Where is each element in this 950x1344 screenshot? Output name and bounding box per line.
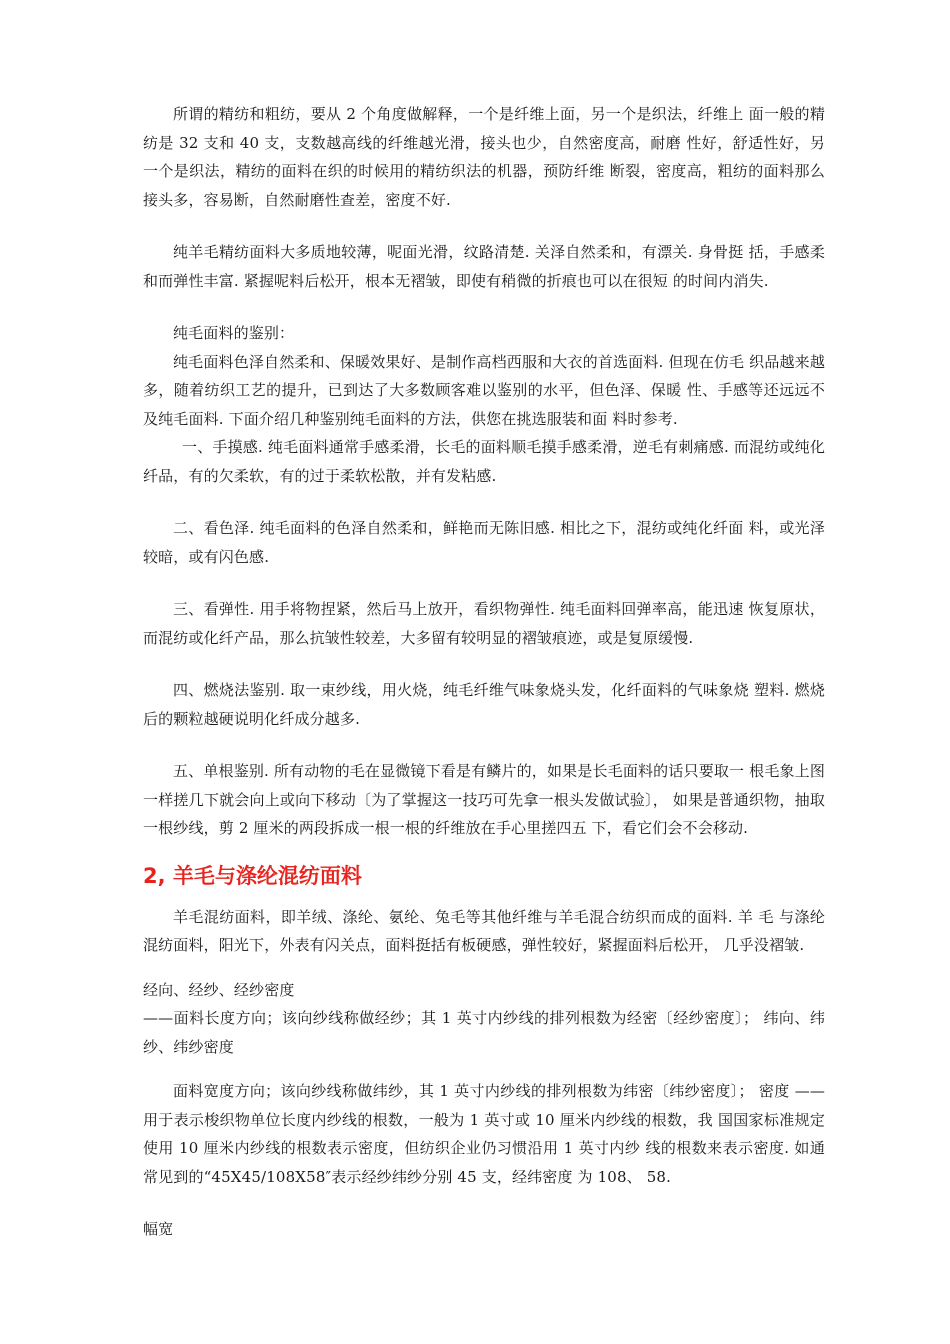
identification-title: 纯毛面料的鉴别：	[173, 324, 295, 342]
section-heading: 2, 羊毛与涤纶混纺面料	[143, 863, 362, 888]
worsted-paragraph: 纯羊毛精纺面料大多质地较薄，呢面光滑，纹路清楚. 关泽自然柔和，有漂关. 身骨挺 括，手感柔和而弹性丰富. 紧握呢料后松开，根本无褶皱，即使有稍微的折痕也可以在很短 的时间内消失.	[143, 243, 825, 290]
method-touch: 一、手摸感. 纯毛面料通常手感柔滑，长毛的面料顺毛摸手感柔滑，逆毛有刺痛感. 而混纺或纯化纤品，有的欠柔软，有的过于柔软松散，并有发粘感.	[143, 438, 825, 485]
document-page	[143, 100, 825, 1244]
warp-title: 经向、经纱、经纱密度	[143, 980, 295, 999]
method-elasticity: 三、看弹性. 用手将物捏紧，然后马上放开，看织物弹性. 纯毛面料回弹率高，能迅速 恢复原状，而混纺或化纤产品，那么抗皱性较差，大多留有较明显的褶皱痕迹，或是复原缓慢.	[143, 600, 825, 647]
method-color: 二、看色泽. 纯毛面料的色泽自然柔和，鲜艳而无陈旧感. 相比之下，混纺或纯化纤面 料，或光泽较暗，或有闪色感.	[143, 519, 825, 566]
identification-intro: 纯毛面料色泽自然柔和、保暖效果好、是制作高档西服和大衣的首选面料. 但现在仿毛 织品越来越多，随着纺织工艺的提升，已到达了大多数顾客难以鉴别的水平，但色泽、保暖 性、手感等还远远不及纯毛面料. 下面介绍几种鉴别纯毛面料的方法，供您在挑选服装和面 料时参考.	[143, 352, 825, 428]
blend-paragraph: 羊毛混纺面料，即羊绒、涤纶、氨纶、兔毛等其他纤维与羊毛混合纺织而成的面料. 羊 毛 与涤纶混纺面料，阳光下，外表有闪关点，面料挺括有板硬感，弹性较好，紧握面料后松开， 几乎没褶皱.	[143, 907, 825, 954]
width-title: 幅宽	[143, 1220, 174, 1238]
method-burning: 四、燃烧法鉴别. 取一束纱线，用火烧，纯毛纤维气味象烧头发，化纤面料的气味象烧 塑料. 燃烧后的颗粒越硬说明化纤成分越多.	[143, 681, 825, 728]
weft-paragraph: 面料宽度方向；该向纱线称做纬纱，其 1 英寸内纱线的排列根数为纬密〔纬纱密度〕； 密度 ——用于表示梭织物单位长度内纱线的根数，一般为 1 英寸或 10 厘米内纱线的根数，我 国国家标准规定使用 10 厘米内纱线的根数表示密度，但纺织企业仍习惯沿用 1 英寸内纱 线的根数来表示密度. 如通常见到的“45X45/108X58″表示经纱纬纱分别 45 支，经纬密度 为 108、 58.	[143, 1082, 825, 1186]
intro-paragraph: 所谓的精纺和粗纺，要从 2 个角度做解释，一个是纤维上面，另一个是织法，纤维上 面一般的精纺是 32 支和 40 支，支数越高线的纤维越光滑，接头也少，自然密度高，耐磨 性好，舒适性好，另一个是织法，精纺的面料在织的时候用的精纺织法的机器，预防纤维 断裂，密度高，粗纺的面料那么接头多，容易断，自然耐磨性查差，密度不好.	[143, 105, 825, 209]
method-single-fiber: 五、单根鉴别. 所有动物的毛在显微镜下看是有鳞片的，如果是长毛面料的话只要取一 根毛象上图一样搓几下就会向上或向下移动〔为了掌握这一技巧可先拿一根头发做试验〕， 如果是普通织物，抽取一根纱线，剪 2 厘米的两段拆成一根一根的纤维放在手心里搓四五 下，看它们会不会移动.	[143, 762, 825, 837]
warp-definition: ——面料长度方向；该向纱线称做经纱；其 1 英寸内纱线的排列根数为经密〔经纱密度〕； 纬向、纬纱、纬纱密度	[143, 1009, 825, 1056]
